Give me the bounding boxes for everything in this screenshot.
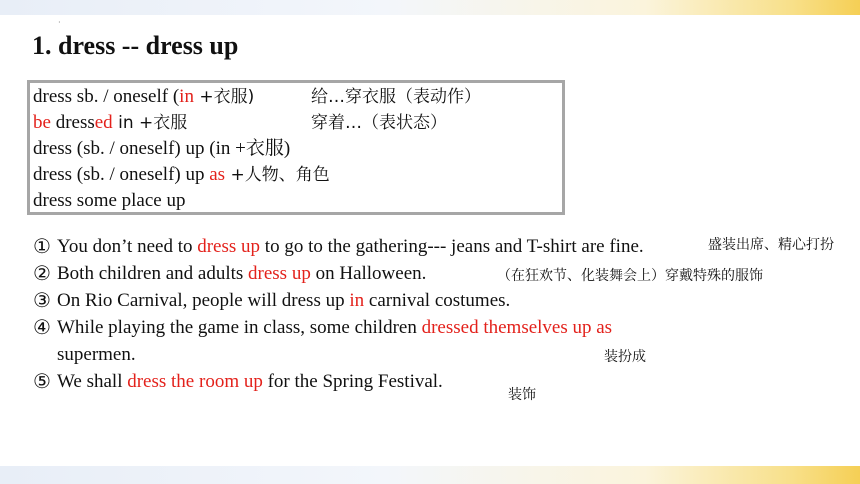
bottom-decor-bar [0, 466, 860, 484]
usage-line-4: dress (sb. / oneself) up as +人物、角色 [33, 164, 330, 185]
top-decor-bar [0, 0, 860, 15]
note-decorate-meaning: 装饰 [508, 387, 536, 403]
usage-line-1: dress sb. / oneself (in +衣服) [33, 86, 255, 107]
small-dot: · [58, 18, 61, 27]
note-dress-up-meaning: 盛装出席、精心打扮 [708, 237, 834, 253]
slide-title: 1. dress -- dress up [32, 31, 239, 60]
note-halloween-meaning: （在狂欢节、化装舞会上）穿戴特殊的服饰 [497, 268, 763, 284]
example-4: ④ While playing the game in class, some children dressed themselves up as [33, 315, 613, 339]
example-1: ① You don’t need to dress up to go to the gathering--- jeans and T-shirt are fine. [33, 234, 644, 258]
usage-line-1-cn: 给…穿衣服（表动作） [311, 87, 481, 107]
example-4-continued: supermen. [57, 344, 136, 365]
example-3: ③ On Rio Carnival, people will dress up in carnival costumes. [33, 288, 511, 312]
example-5: ⑤ We shall dress the room up for the Spring Festival. [33, 369, 443, 393]
example-2: ② Both children and adults dress up on Halloween. [33, 261, 427, 285]
note-dress-as-meaning: 装扮成 [604, 349, 646, 365]
usage-line-5: dress some place up [33, 190, 186, 211]
usage-line-2: be dressed in +衣服 [33, 112, 188, 133]
usage-line-3: dress (sb. / oneself) up (in +衣服) [33, 138, 291, 159]
usage-line-2-cn: 穿着…（表状态） [311, 113, 447, 133]
